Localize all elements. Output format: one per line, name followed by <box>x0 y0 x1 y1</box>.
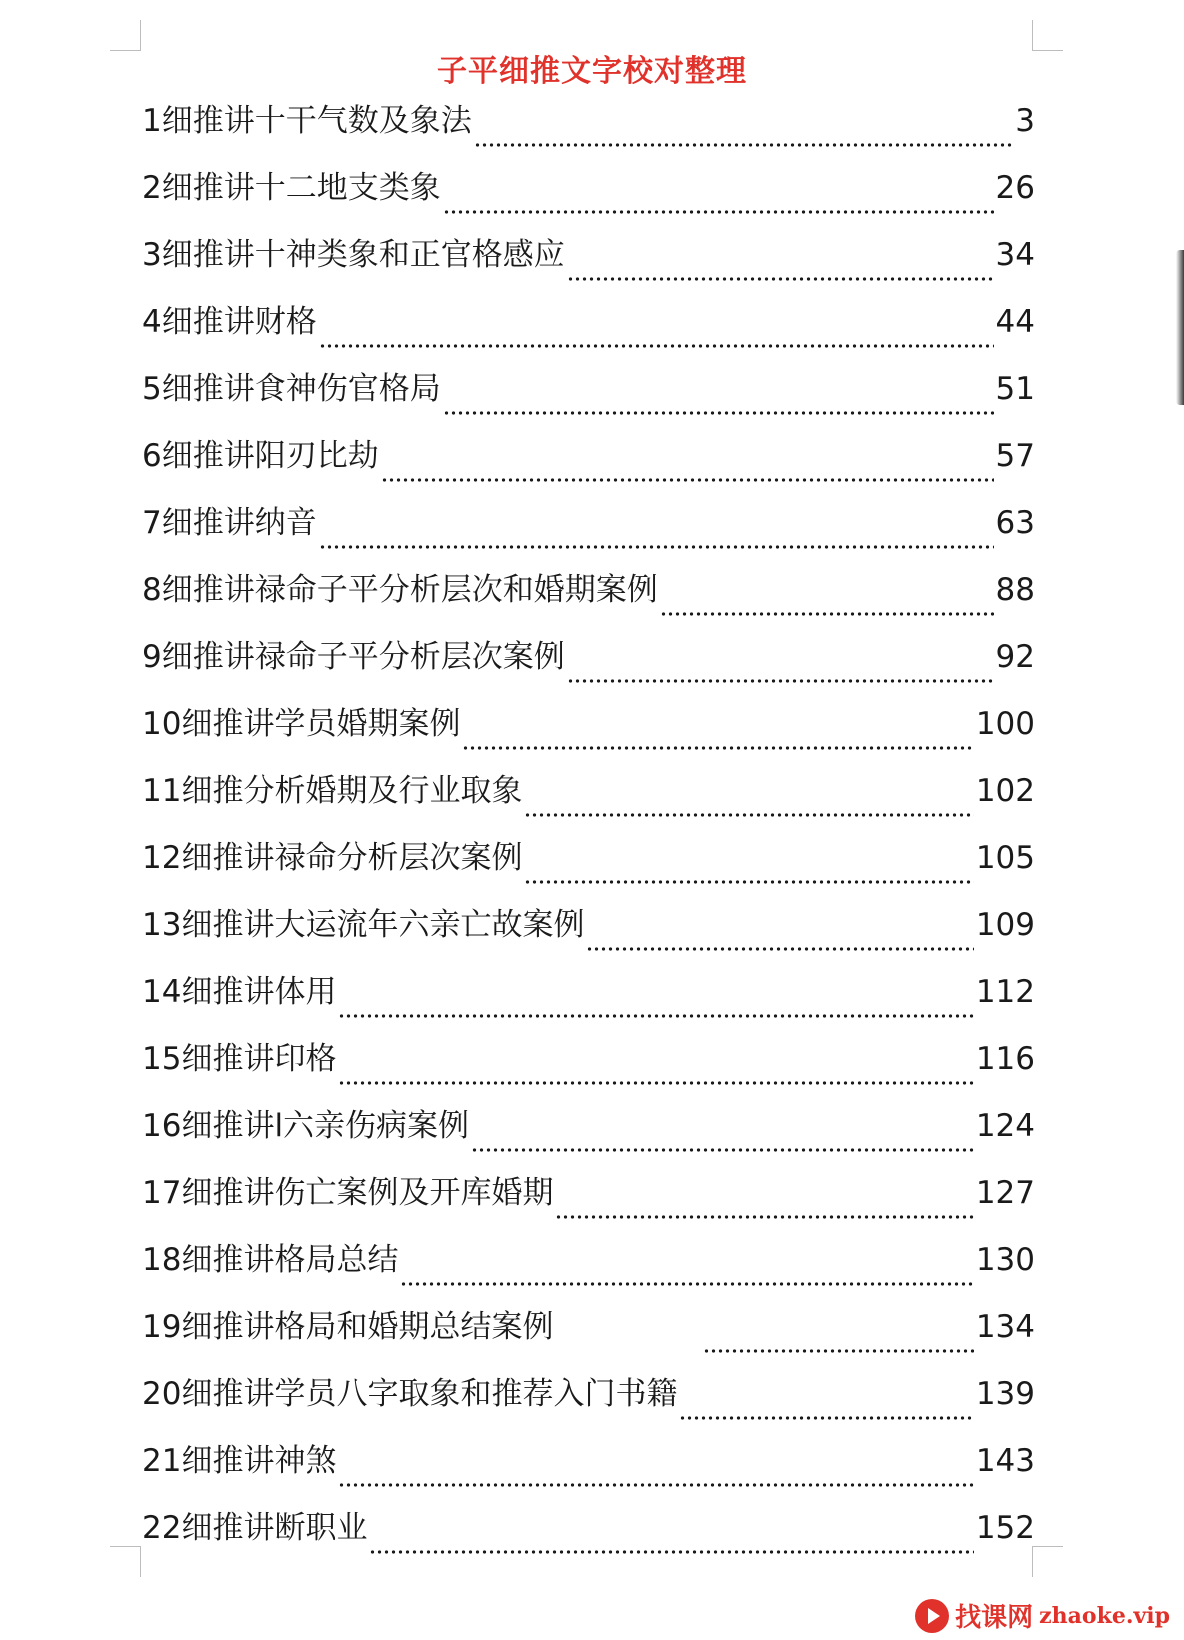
toc-entry-page: 105 <box>975 840 1035 876</box>
toc-leader-dots <box>586 946 973 952</box>
toc-leader-dots <box>703 1348 973 1354</box>
toc-entry-page: 127 <box>975 1175 1035 1211</box>
toc-leader-dots <box>338 1482 973 1488</box>
watermark-brand-url: zhaoke.vip <box>1039 1602 1170 1629</box>
toc-entry-page: 88 <box>995 572 1035 608</box>
site-watermark <box>915 1597 1170 1634</box>
toc-entry-page: 34 <box>995 237 1035 273</box>
toc-entry-page: 51 <box>995 371 1035 407</box>
toc-entry-page: 139 <box>975 1376 1035 1412</box>
toc-entry-page: 102 <box>975 773 1035 809</box>
toc-leader-dots <box>660 611 994 617</box>
toc-entry[interactable] <box>142 765 1035 832</box>
toc-entry[interactable] <box>142 631 1035 698</box>
play-circle-icon <box>915 1599 949 1633</box>
toc-entry-title: 9细推讲禄命子平分析层次案例 <box>142 639 565 675</box>
toc-entry-title: 6细推讲阳刃比劫 <box>142 438 379 474</box>
toc-leader-dots <box>567 678 994 684</box>
toc-entry-title: 10细推讲学员婚期案例 <box>142 706 461 742</box>
toc-entry[interactable] <box>142 1033 1035 1100</box>
toc-entry-page: 116 <box>975 1041 1035 1077</box>
toc-entry-page: 134 <box>975 1309 1035 1345</box>
toc-entry[interactable] <box>142 1368 1035 1435</box>
toc-entry-page: 124 <box>975 1108 1035 1144</box>
toc-leader-dots <box>471 1147 974 1153</box>
toc-entry-title: 7细推讲纳音 <box>142 505 317 541</box>
toc-leader-dots <box>524 879 973 885</box>
toc-entry-title: 5细推讲食神伤官格局 <box>142 371 441 407</box>
toc-entry[interactable] <box>142 430 1035 497</box>
toc-entry[interactable] <box>142 1234 1035 1301</box>
toc-leader-dots <box>400 1281 973 1287</box>
toc-entry-page: 57 <box>995 438 1035 474</box>
toc-entry-title: 14细推讲体用 <box>142 974 337 1010</box>
toc-leader-dots <box>474 142 1014 148</box>
toc-leader-dots <box>443 209 994 215</box>
toc-leader-dots <box>319 544 994 550</box>
toc-entry-title: 22细推讲断职业 <box>142 1510 368 1546</box>
toc-entry[interactable] <box>142 1502 1035 1569</box>
toc-entry-title: 18细推讲格局总结 <box>142 1242 399 1278</box>
toc-entry-title: 11细推分析婚期及行业取象 <box>142 773 523 809</box>
toc-leader-dots <box>524 812 973 818</box>
toc-entry[interactable] <box>142 564 1035 631</box>
toc-entry-title: 2细推讲十二地支类象 <box>142 170 441 206</box>
crop-mark-bottom-left <box>110 1546 141 1577</box>
toc-entry[interactable] <box>142 497 1035 564</box>
toc-entry[interactable] <box>142 966 1035 1033</box>
toc-entry-page: 109 <box>975 907 1035 943</box>
toc-entry[interactable] <box>142 698 1035 765</box>
toc-entry-page: 152 <box>975 1510 1035 1546</box>
toc-leader-dots <box>369 1549 973 1555</box>
toc-entry[interactable] <box>142 899 1035 966</box>
toc-leader-dots <box>338 1080 973 1086</box>
toc-entry-title: 15细推讲印格 <box>142 1041 337 1077</box>
toc-entry-title: 4细推讲财格 <box>142 304 317 340</box>
toc-entry-page: 130 <box>975 1242 1035 1278</box>
toc-leader-dots <box>679 1415 973 1421</box>
toc-entry[interactable] <box>142 162 1035 229</box>
toc-entry-title: 17细推讲伤亡案例及开库婚期 <box>142 1175 554 1211</box>
toc-entry[interactable] <box>142 1167 1035 1234</box>
toc-entry-page: 26 <box>995 170 1035 206</box>
toc-leader-dots <box>381 477 994 483</box>
toc-entry[interactable] <box>142 1301 1035 1368</box>
toc-entry[interactable] <box>142 95 1035 162</box>
toc-entry[interactable] <box>142 1435 1035 1502</box>
toc-entry[interactable] <box>142 296 1035 363</box>
toc-entry-page: 63 <box>995 505 1035 541</box>
toc-entry-page: 100 <box>975 706 1035 742</box>
toc-leader-dots <box>319 343 994 349</box>
toc-leader-dots <box>338 1013 973 1019</box>
toc-leader-dots <box>443 410 994 416</box>
toc-entry-title: 16细推讲l六亲伤病案例 <box>142 1108 470 1144</box>
toc-entry[interactable] <box>142 832 1035 899</box>
table-of-contents <box>142 95 1035 1569</box>
toc-entry-page: 92 <box>995 639 1035 675</box>
toc-entry-page: 143 <box>975 1443 1035 1479</box>
toc-entry-title: 3细推讲十神类象和正官格感应 <box>142 237 565 273</box>
toc-leader-dots <box>555 1214 973 1220</box>
toc-leader-dots <box>462 745 973 751</box>
watermark-brand-cn: 找课网 <box>955 1603 1034 1633</box>
toc-entry-title: 8细推讲禄命子平分析层次和婚期案例 <box>142 572 658 608</box>
page-edge-shadow <box>1176 250 1184 405</box>
toc-entry[interactable] <box>142 229 1035 296</box>
toc-entry-title: 1细推讲十干气数及象法 <box>142 103 472 139</box>
toc-entry-page: 112 <box>975 974 1035 1010</box>
toc-entry-title: 21细推讲神煞 <box>142 1443 337 1479</box>
toc-entry-page: 44 <box>995 304 1035 340</box>
toc-entry-title: 20细推讲学员八字取象和推荐入门书籍 <box>142 1376 678 1412</box>
toc-leader-dots <box>567 276 994 282</box>
toc-entry-title: 13细推讲大运流年六亲亡故案例 <box>142 907 585 943</box>
toc-entry[interactable] <box>142 1100 1035 1167</box>
toc-entry-page: 3 <box>1015 103 1035 139</box>
toc-entry-title: 19细推讲格局和婚期总结案例 <box>142 1309 554 1345</box>
toc-entry[interactable] <box>142 363 1035 430</box>
document-title: 子平细推文字校对整理 <box>437 54 747 89</box>
toc-entry-title: 12细推讲禄命分析层次案例 <box>142 840 523 876</box>
crop-mark-bottom-right <box>1032 1546 1063 1577</box>
